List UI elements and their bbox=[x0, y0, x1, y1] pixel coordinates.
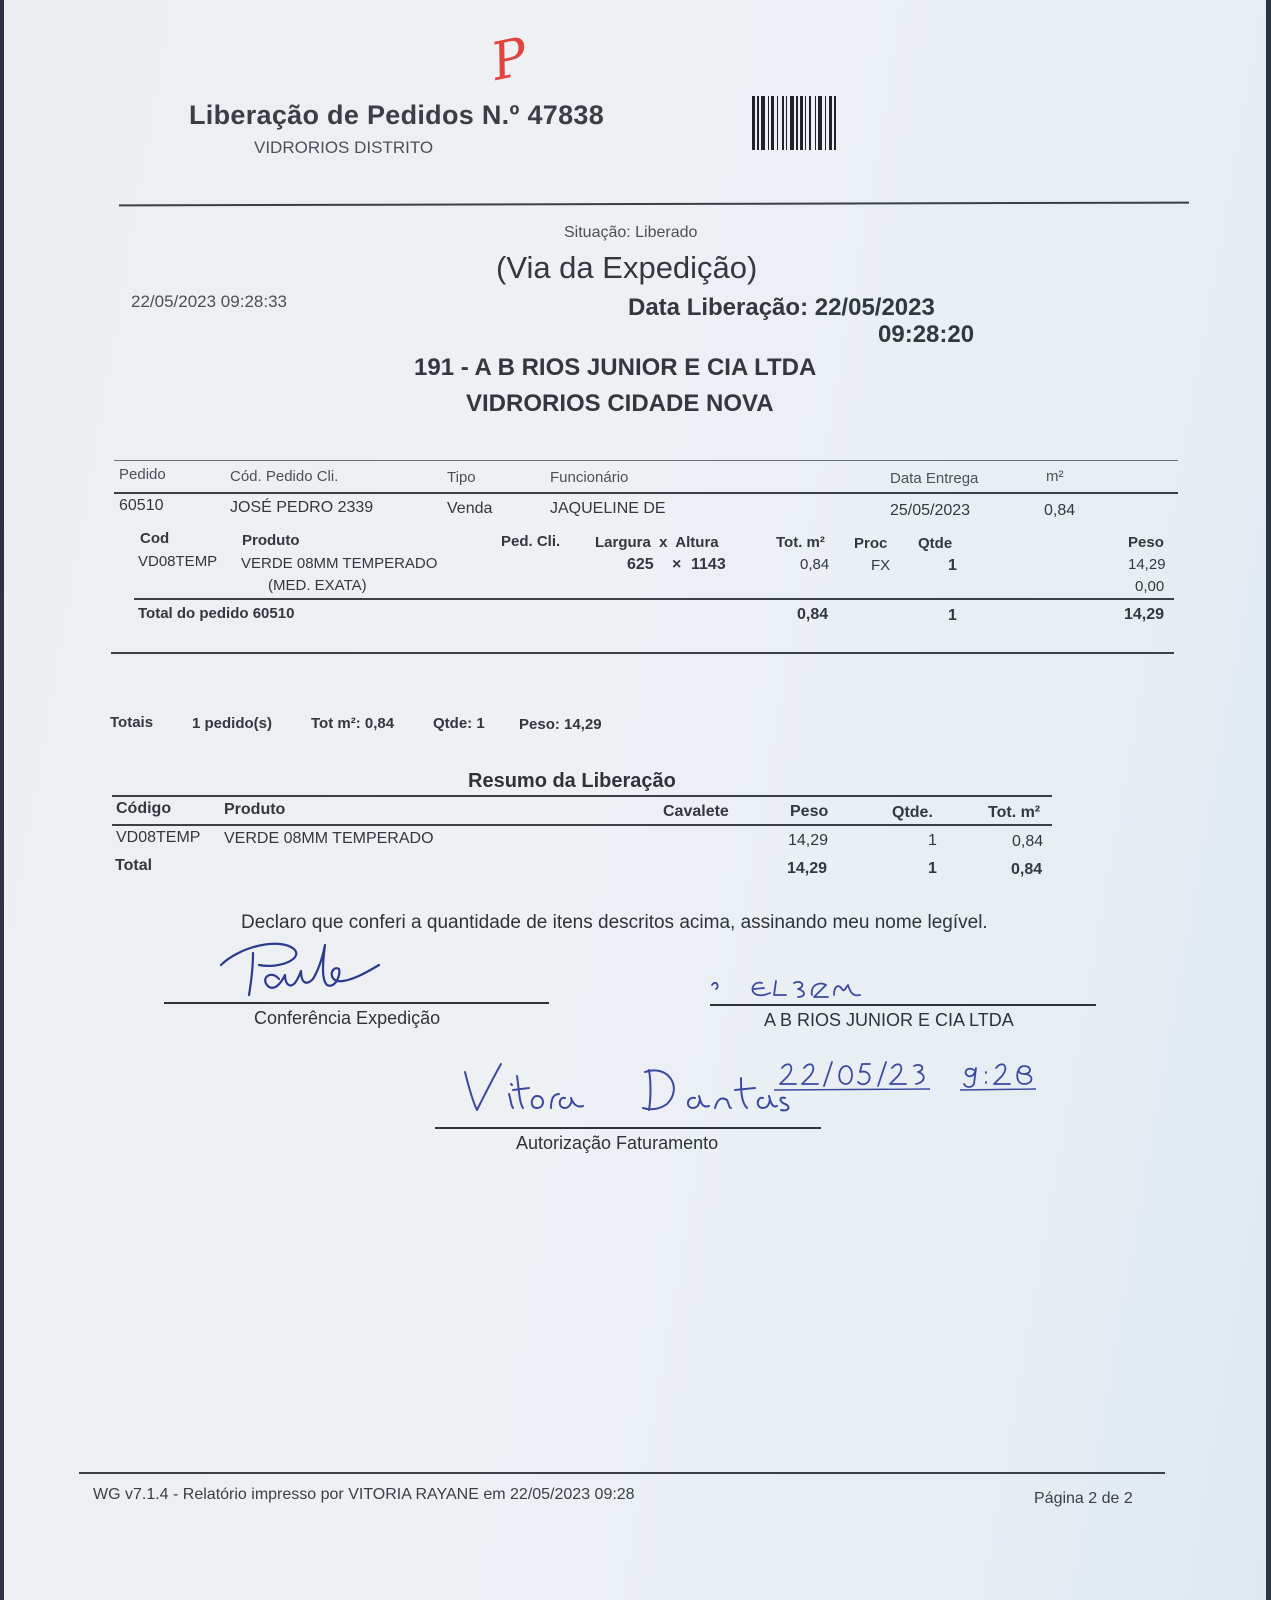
order-total-peso: 14,29 bbox=[1124, 606, 1165, 623]
signature-line-conferencia bbox=[164, 1002, 549, 1004]
item-produto-note: (MED. EXATA) bbox=[268, 577, 367, 594]
company-name: VIDRORIOS DISTRITO bbox=[254, 138, 434, 157]
resumo-total-qtde: 1 bbox=[928, 860, 937, 877]
client-store: VIDRORIOS CIDADE NOVA bbox=[466, 390, 774, 417]
resumo-col-tot-m2: Tot. m² bbox=[988, 804, 1041, 821]
order-tipo-value: Venda bbox=[447, 500, 493, 517]
resumo-col-cavalete: Cavalete bbox=[663, 803, 729, 820]
client-name: 191 - A B RIOS JUNIOR E CIA LTDA bbox=[414, 354, 817, 381]
signature-line-autorizacao bbox=[435, 1127, 821, 1129]
via-label: (Via da Expedição) bbox=[496, 250, 758, 285]
document-title: Liberação de Pedidos N.º 47838 bbox=[189, 100, 605, 130]
item-produto-value: VERDE 08MM TEMPERADO bbox=[241, 555, 438, 572]
footer-left-text: WG v7.1.4 - Relatório impresso por VITORIA RAYANE em 22/05/2023 09:28 bbox=[93, 1486, 635, 1503]
printed-timestamp: 22/05/2023 09:28:33 bbox=[131, 292, 287, 311]
order-total-m2: 0,84 bbox=[797, 606, 829, 623]
item-col-ped-cli: Ped. Cli. bbox=[501, 533, 561, 550]
resumo-produto-value: VERDE 08MM TEMPERADO bbox=[224, 830, 434, 847]
item-peso-value: 14,29 bbox=[1128, 556, 1166, 573]
item-col-qtde: Qtde bbox=[918, 535, 953, 552]
resumo-col-codigo: Código bbox=[116, 800, 172, 817]
item-largura-value: 625 bbox=[627, 556, 654, 573]
item-col-largura-altura: Largura x Altura bbox=[595, 534, 719, 551]
document-page bbox=[4, 0, 1266, 1600]
resumo-header-line bbox=[112, 824, 1052, 826]
item-times-sign: × bbox=[672, 556, 682, 573]
resumo-title: Resumo da Liberação bbox=[468, 770, 676, 792]
barcode-icon bbox=[752, 96, 942, 150]
declaration-text: Declaro que conferi a quantidade de itens descritos acima, assinando meu nome legível. bbox=[241, 912, 988, 933]
order-table-top-line bbox=[114, 460, 1178, 461]
totals-peso: Peso: 14,29 bbox=[519, 716, 602, 733]
order-header-line bbox=[114, 492, 1178, 494]
signature-label-autorizacao: Autorização Faturamento bbox=[516, 1133, 719, 1153]
item-qtde-value: 1 bbox=[948, 557, 957, 574]
header-divider bbox=[119, 202, 1189, 207]
order-m2-value: 0,84 bbox=[1044, 502, 1076, 519]
release-time: 09:28:20 bbox=[878, 321, 975, 348]
order-table-bottom-line bbox=[111, 652, 1174, 654]
item-peso2-value: 0,00 bbox=[1135, 578, 1165, 595]
col-m2: m² bbox=[1046, 468, 1064, 485]
col-tipo: Tipo bbox=[447, 469, 476, 486]
totals-qtde: Qtde: 1 bbox=[433, 715, 485, 732]
order-data-entrega-value: 25/05/2023 bbox=[890, 502, 971, 519]
item-altura-value: 1143 bbox=[691, 556, 726, 573]
resumo-peso-value: 14,29 bbox=[788, 832, 829, 849]
item-tot-m2-value: 0,84 bbox=[800, 556, 830, 573]
resumo-col-peso: Peso bbox=[790, 803, 829, 820]
col-pedido: Pedido bbox=[119, 466, 166, 483]
resumo-col-qtde: Qtde. bbox=[892, 804, 933, 821]
col-data-entrega: Data Entrega bbox=[890, 470, 979, 487]
item-col-peso: Peso bbox=[1128, 534, 1164, 551]
totals-m2: Tot m²: 0,84 bbox=[311, 715, 395, 732]
col-funcionario: Funcionário bbox=[550, 469, 629, 486]
item-total-line bbox=[134, 598, 1174, 600]
totals-label: Totais bbox=[110, 714, 154, 731]
handwritten-date-icon bbox=[774, 1058, 1064, 1094]
signature-label-cliente: A B RIOS JUNIOR E CIA LTDA bbox=[764, 1010, 1014, 1030]
item-col-tot-m2: Tot. m² bbox=[776, 534, 825, 551]
item-cod-value: VD08TEMP bbox=[138, 553, 218, 570]
order-pedido-value: 60510 bbox=[119, 497, 164, 514]
resumo-top-line bbox=[112, 795, 1052, 797]
order-total-qtde: 1 bbox=[948, 607, 957, 624]
order-cod-pedido-value: JOSÉ PEDRO 2339 bbox=[230, 499, 374, 516]
col-cod-pedido: Cód. Pedido Cli. bbox=[230, 468, 339, 485]
release-date: Data Liberação: 22/05/2023 bbox=[628, 294, 935, 321]
resumo-qtde-value: 1 bbox=[928, 832, 937, 849]
page-number: Página 2 de 2 bbox=[1034, 1490, 1133, 1507]
resumo-total-label: Total bbox=[115, 857, 153, 874]
signature-paulo-icon bbox=[209, 935, 439, 1005]
status-text: Situação: Liberado bbox=[564, 224, 698, 241]
item-col-cod: Cod bbox=[140, 530, 170, 547]
resumo-col-produto: Produto bbox=[224, 801, 286, 818]
resumo-total-peso: 14,29 bbox=[787, 860, 828, 877]
order-total-label: Total do pedido 60510 bbox=[138, 605, 295, 622]
item-col-produto: Produto bbox=[242, 532, 300, 549]
footer-line bbox=[79, 1472, 1165, 1474]
totals-pedidos: 1 pedido(s) bbox=[192, 715, 273, 732]
item-proc-value: FX bbox=[871, 557, 891, 574]
order-funcionario-value: JAQUELINE DE bbox=[550, 500, 666, 517]
resumo-total-m2: 0,84 bbox=[1011, 861, 1043, 878]
resumo-codigo-value: VD08TEMP bbox=[116, 829, 201, 846]
signature-vitoria-icon bbox=[459, 1058, 799, 1118]
resumo-tot-m2-value: 0,84 bbox=[1012, 833, 1044, 850]
signature-client-icon bbox=[710, 975, 910, 1005]
signature-line-cliente bbox=[710, 1004, 1096, 1006]
item-col-proc: Proc bbox=[854, 535, 888, 552]
handwritten-p-mark: P bbox=[486, 27, 533, 93]
signature-label-conferencia: Conferência Expedição bbox=[254, 1008, 441, 1028]
